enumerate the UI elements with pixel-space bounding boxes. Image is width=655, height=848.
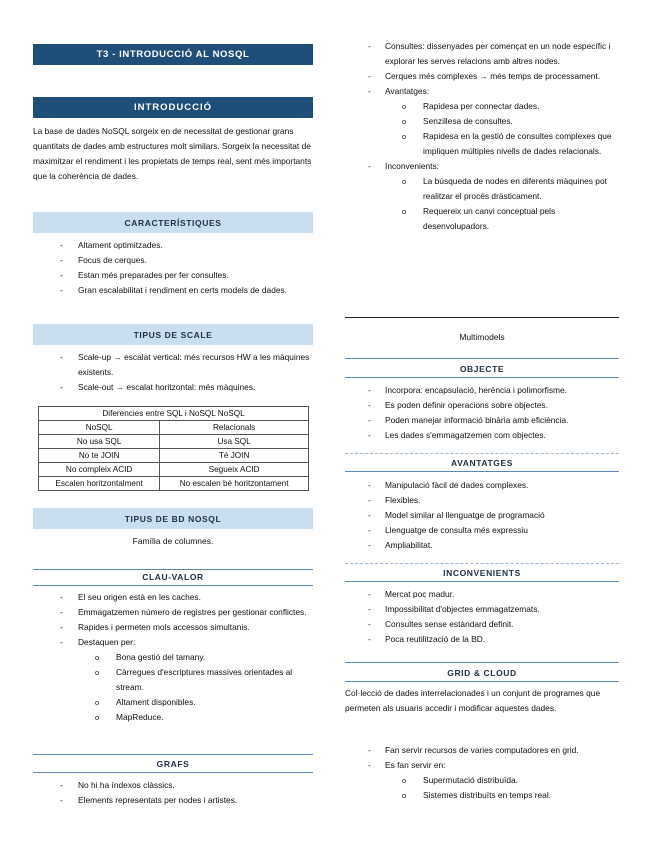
list-item: - Poden manejar informació binària amb eficiència.: [345, 413, 619, 428]
table-row: [39, 463, 309, 477]
list-item: - Mercat poc madur.: [345, 587, 619, 602]
sub-list-item: o Altament disponibles.: [78, 695, 313, 710]
sub-list-item: o Senzillesa de consultes.: [385, 114, 619, 129]
sub-list-item: o Bona gestió del tamany.: [78, 650, 313, 665]
inconvenients-list: [345, 587, 619, 647]
list-item-label: Avantatges:: [385, 86, 430, 96]
grafs-continued-list: [345, 39, 619, 234]
list-item: - Gran escalabilitat i rendiment en certs models de dades.: [33, 283, 313, 298]
tipus-bd-subtitle: Família de columnes.: [132, 536, 214, 546]
divider: [33, 754, 313, 755]
list-item: - Consultes sense estàndard definit.: [345, 617, 619, 632]
list-item: - Ampliabilitat.: [345, 538, 619, 553]
clau-valor-sublist: [78, 650, 313, 725]
list-item: - Les dades s'emmagatzemen com objectes.: [345, 428, 619, 443]
sql-nosql-table: [38, 406, 309, 491]
list-item: - Cerques més complexes → més temps de processament.: [345, 69, 619, 84]
list-item: - El seu origen està en les caches.: [33, 590, 313, 605]
table-cell: No te JOIN: [39, 449, 160, 463]
tipus-bd-heading: TIPUS DE BD NOSQL: [33, 508, 313, 529]
sub-list-item: o MapReduce.: [78, 710, 313, 725]
sub-list-item: o Rapidesa per connectar dades.: [385, 99, 619, 114]
list-item: - Consultes: dissenyades per començat en un node específic i explorar les serves relacions amb altres nodes.: [345, 39, 619, 69]
list-item-label: Destaquen per:: [78, 637, 136, 647]
objecte-list: [345, 383, 619, 443]
divider: [345, 317, 619, 318]
clau-valor-heading: CLAU-VALOR: [33, 570, 313, 586]
list-item-label: Inconvenients:: [385, 161, 440, 171]
list-item: - Emmagatzemen número de registres per gestionar conflictes.: [33, 605, 313, 620]
list-item: - Rapides i permeten mols accessos simultanis.: [33, 620, 313, 635]
list-item: - No hi ha índexos clàssics.: [33, 778, 313, 793]
table-row: [39, 435, 309, 449]
table-caption: Diferencies entre SQL i NoSQL NoSQL: [39, 407, 309, 421]
list-item: - Impossibilitat d'objectes emmagatzemats.: [345, 602, 619, 617]
table-cell: Segueix ACID: [160, 463, 309, 477]
caracteristiques-heading: CARACTERÍSTIQUES: [33, 212, 313, 233]
table-header: NoSQL: [39, 421, 160, 435]
divider: [345, 662, 619, 663]
table-cell: No usa SQL: [39, 435, 160, 449]
avantatges-heading: AVANTATGES: [345, 456, 619, 472]
objecte-heading: OBJECTE: [345, 362, 619, 378]
grafs-list: [33, 778, 313, 808]
main-title: T3 - INTRODUCCIÓ AL NOSQL: [33, 44, 313, 65]
intro-heading: INTRODUCCIÓ: [33, 97, 313, 118]
avantatges-sublist: [385, 99, 619, 159]
list-item: [345, 159, 619, 234]
list-item: - Flexibles.: [345, 493, 619, 508]
list-item: - Incorpora: encapsulació, herència i polimorfisme.: [345, 383, 619, 398]
sub-list-item: o Supermutació distribuïda.: [385, 773, 619, 788]
list-item-label: Es fan servir en:: [385, 760, 446, 770]
sub-list-item: o Càrregues d'escriptures massives orientades al stream.: [78, 665, 313, 695]
list-item: - Manipulació fàcil de dades complexes.: [345, 478, 619, 493]
divider: [345, 358, 619, 359]
grid-cloud-heading: GRID & CLOUD: [345, 666, 619, 682]
grid-cloud-paragraph: Col·lecció de dades interrelacionades i un conjunt de programes que permeten als usuaris accedir i modificar aquestes dades.: [345, 688, 601, 713]
scale-heading: TIPUS DE SCALE: [33, 324, 313, 345]
list-item: - Altament optimitzades.: [33, 238, 313, 253]
divider: [345, 453, 619, 454]
table-row: [39, 449, 309, 463]
table-cell: Usa SQL: [160, 435, 309, 449]
list-item: - Llenguatge de consulta més expressiu: [345, 523, 619, 538]
grid-cloud-sublist: [385, 773, 619, 803]
table-cell: Escalen horitzontalment: [39, 477, 160, 491]
intro-paragraph: La base de dades NoSQL sorgeix en de necessitat de gestionar grans quantitats de dades amb estructures molt similars. Sorgeix la necessitat de maximitzar el rendiment i les propietats de temps real, sent més importants que la coherència de dades.: [33, 126, 312, 181]
list-item: [345, 84, 619, 159]
list-item: - Fan servir recursos de varies computadores en grid.: [345, 743, 619, 758]
sub-list-item: o Sistemes distribuïts en temps real.: [385, 788, 619, 803]
caracteristiques-list: [33, 238, 313, 298]
list-item: [33, 635, 313, 725]
list-item: - Scale-up → escalat vertical: més recursos HW a les màquines existents.: [33, 350, 313, 380]
list-item: - Elements representats per nodes i artistes.: [33, 793, 313, 808]
list-item: - Es poden definir operacions sobre objectes.: [345, 398, 619, 413]
avantatges-list: [345, 478, 619, 553]
list-item: - Scale-out → escalat horitzontal: més màquines.: [33, 380, 313, 395]
inconvenients-heading: INCONVENIENTS: [345, 566, 619, 582]
multimodels-label: Multimodels: [459, 332, 505, 342]
sub-list-item: o Requereix un canvi conceptual pels desenvolupadors.: [385, 204, 619, 234]
table-header: Relacionals: [160, 421, 309, 435]
list-item: [345, 758, 619, 803]
table-cell: Té JOIN: [160, 449, 309, 463]
clau-valor-list: [33, 590, 313, 725]
table-cell: No compleix ACID: [39, 463, 160, 477]
list-item: - Estan més preparades per fer consultes.: [33, 268, 313, 283]
sub-list-item: o Rapidesa en la gestió de consultes complexes que impliquen múltiples nivells de dades relacionals.: [385, 129, 619, 159]
list-item: - Poca reutilització de la BD.: [345, 632, 619, 647]
list-item: - Model similar al llenguatge de programació: [345, 508, 619, 523]
sub-list-item: o La búsqueda de nodes en diferents màquines pot realitzar el procés dràsticament.: [385, 174, 619, 204]
scale-list: [33, 350, 313, 395]
grid-cloud-list: [345, 743, 619, 803]
list-item: - Focus de cerques.: [33, 253, 313, 268]
table-header-row: [39, 421, 309, 435]
inconvenients-sublist: [385, 174, 619, 234]
grafs-heading: GRAFS: [33, 757, 313, 773]
table-cell: No escalen bé horitzontament: [160, 477, 309, 491]
table-row: [39, 477, 309, 491]
divider: [345, 563, 619, 564]
